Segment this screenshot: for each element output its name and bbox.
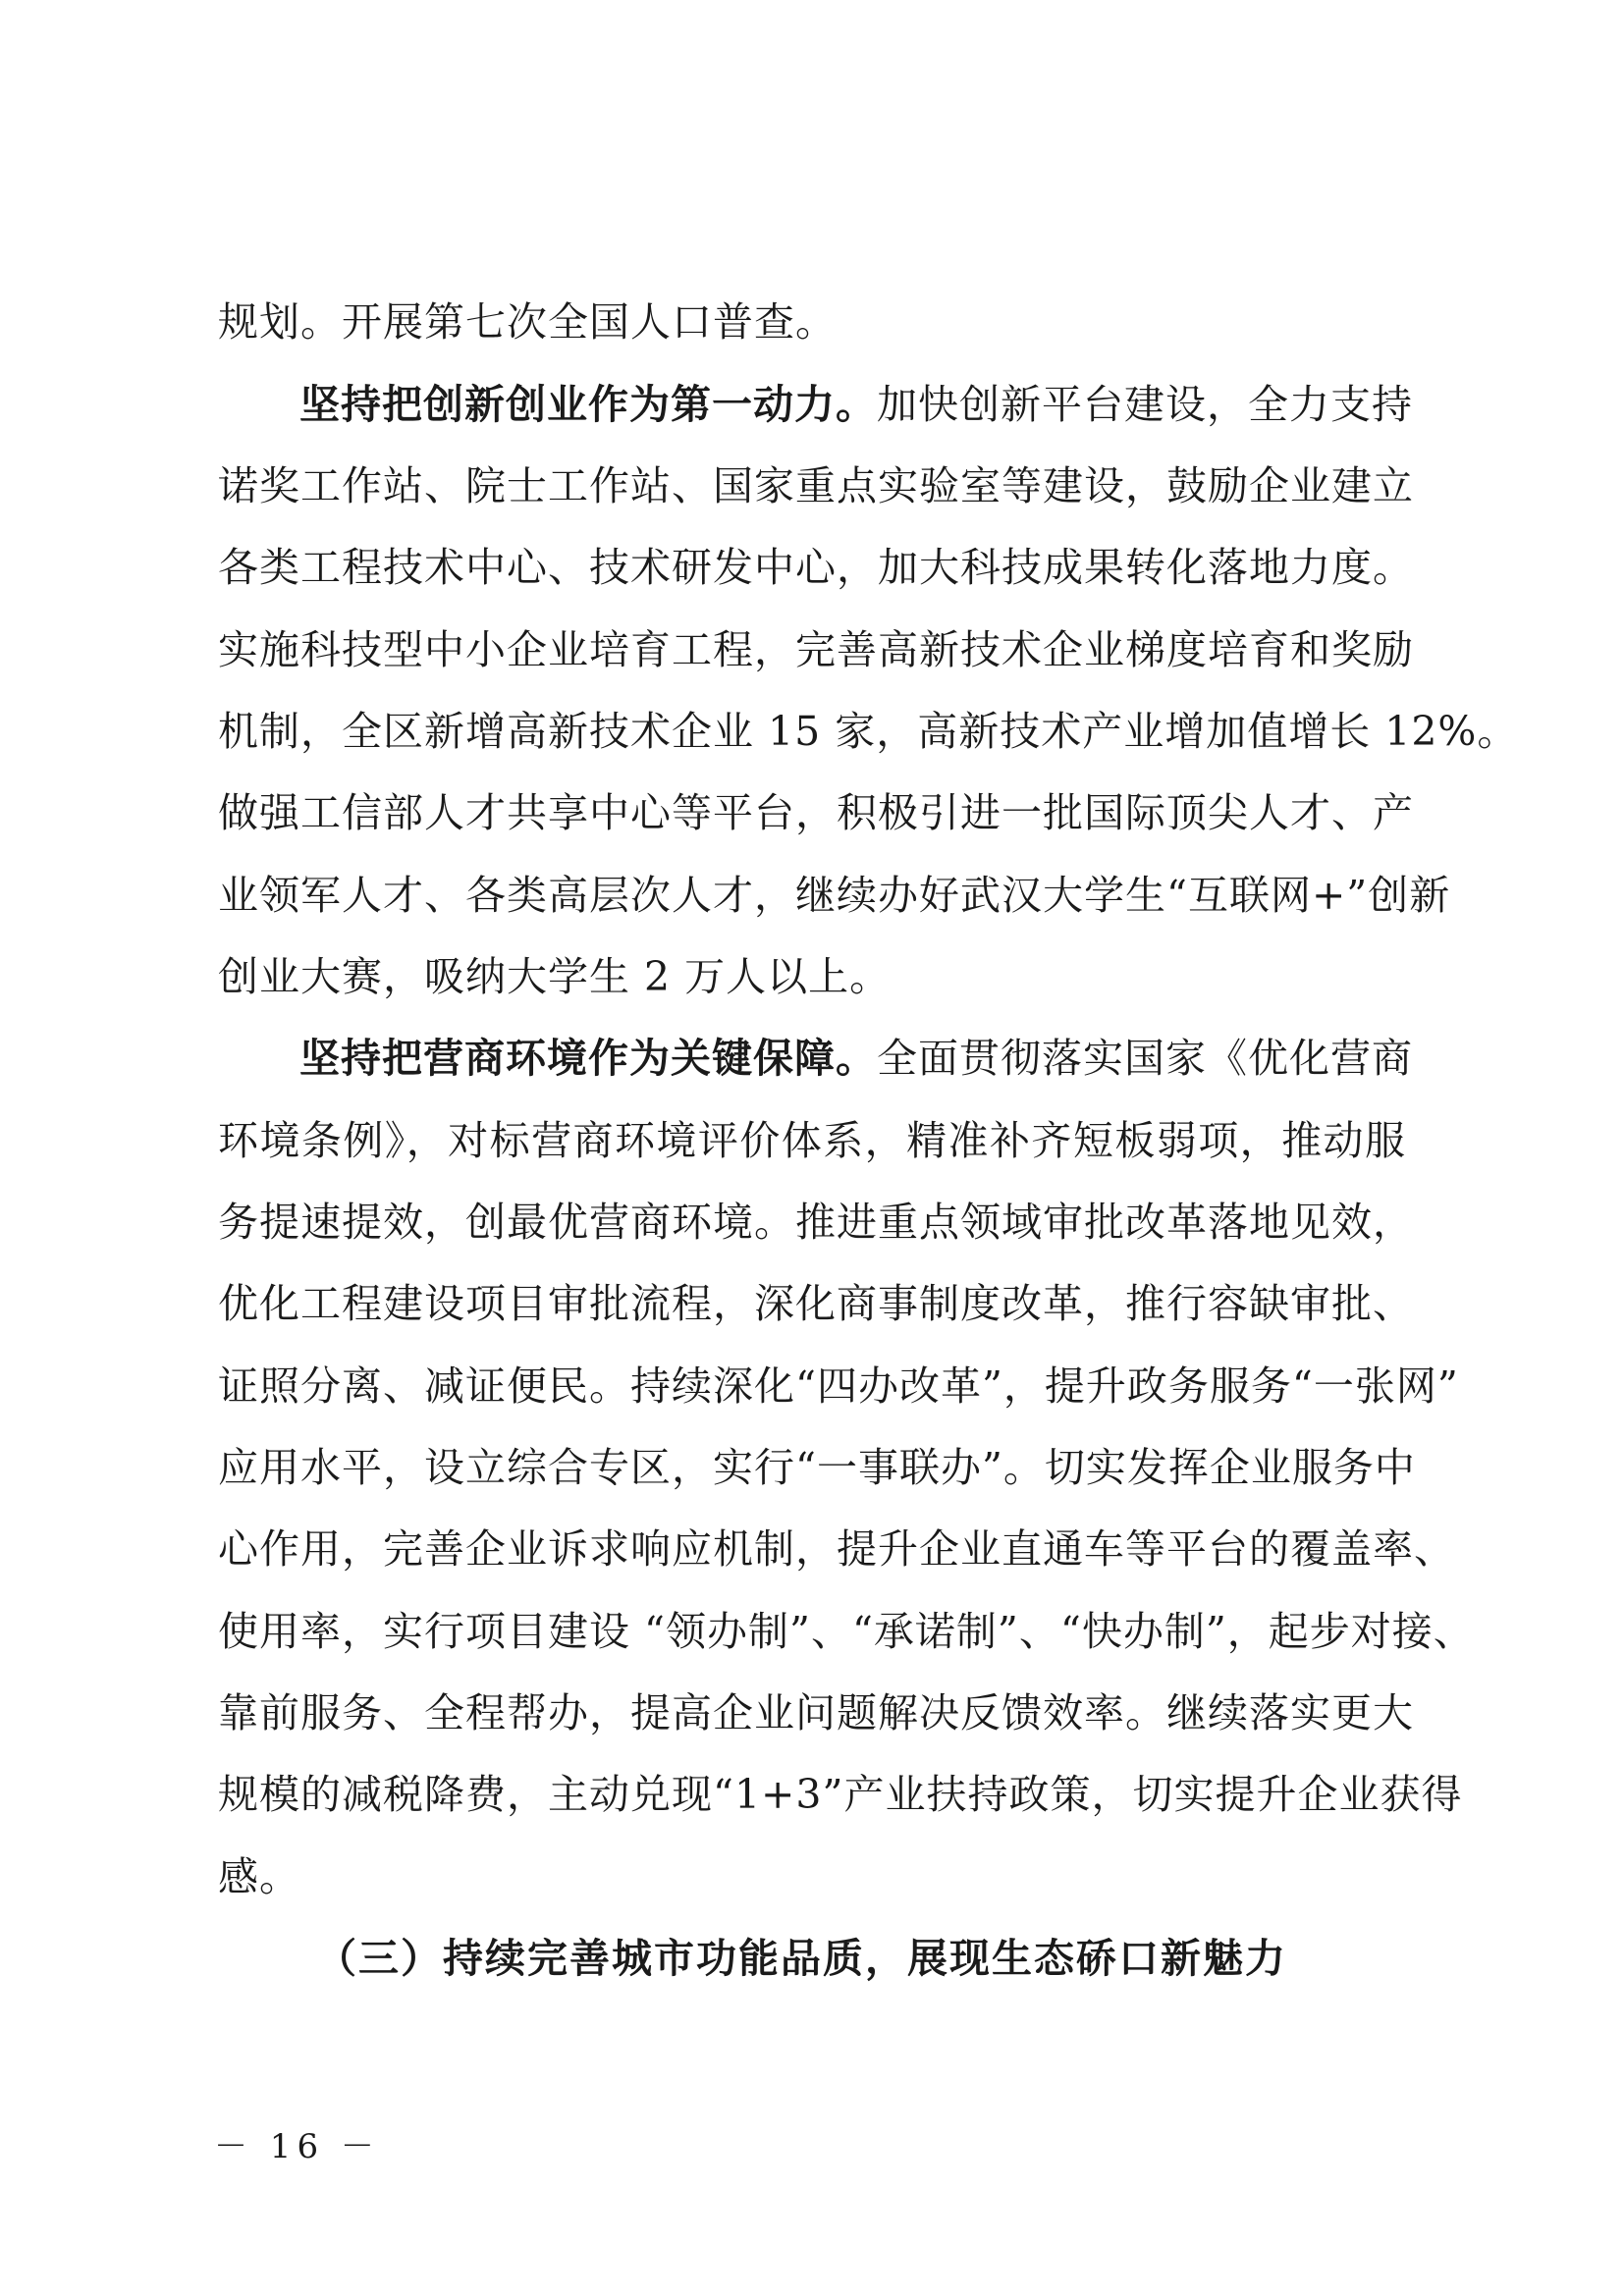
paragraph-line bbox=[218, 1440, 1416, 1495]
paragraph-line bbox=[218, 294, 1406, 349]
line-text: 优化工程建设项目审批流程，深化商事制度改革，推行容缺审批、 bbox=[218, 1280, 1414, 1327]
line-text: 使用率，实行项目建设 “领办制”、“承诺制”、“快办制”，起步对接、 bbox=[218, 1608, 1475, 1655]
paragraph-line bbox=[218, 1522, 1455, 1576]
line-text: 各类工程技术中心、技术研发中心，加大科技成果转化落地力度。 bbox=[218, 544, 1414, 591]
line-text: 环境条例》，对标营商环境评价体系，精准补齐短板弱项，推动服 bbox=[218, 1117, 1406, 1164]
paragraph-line bbox=[218, 1195, 1414, 1250]
line-text: 务提速提效，创最优营商环境。推进重点领域审批改革落地见效， bbox=[218, 1199, 1414, 1246]
paragraph-line bbox=[299, 1031, 1413, 1086]
line-text: 业领军人才、各类高层次人才，继续办好武汉大学生“互联网+”创新 bbox=[218, 872, 1451, 919]
paragraph-line bbox=[299, 377, 1413, 432]
line-text: 感。 bbox=[218, 1853, 300, 1900]
paragraph-line bbox=[218, 704, 1519, 759]
paragraph-line bbox=[218, 1276, 1414, 1331]
paragraph-line bbox=[218, 540, 1414, 595]
paragraph-line bbox=[218, 1359, 1459, 1414]
line-text: 靠前服务、全程帮办，提高企业问题解决反馈效率。继续落实更大 bbox=[218, 1689, 1414, 1736]
line-text: 规模的减税降费，主动兑现“1+3”产业扶持政策，切实提升企业获得 bbox=[218, 1771, 1463, 1818]
line-text: 证照分离、减证便民。持续深化“四办改革”，提升政务服务“一张网” bbox=[218, 1362, 1459, 1410]
page-number: － 16 － bbox=[214, 2127, 380, 2166]
line-text: 诺奖工作站、院士工作站、国家重点实验室等建设，鼓励企业建立 bbox=[218, 462, 1414, 509]
line-text: 做强工信部人才共享中心等平台，积极引进一批国际顶尖人才、产 bbox=[218, 789, 1414, 836]
section-heading: （三）持续完善城市功能品质，展现生态硚口新魅力 bbox=[316, 1935, 1287, 1982]
paragraph-line bbox=[218, 785, 1414, 840]
bold-lead-text: 坚持把营商环境作为关键保障。 bbox=[299, 1035, 877, 1082]
line-text: 规划。开展第七次全国人口普查。 bbox=[218, 298, 837, 346]
line-text: 实施科技型中小企业培育工程，完善高新技术企业梯度培育和奖励 bbox=[218, 626, 1414, 673]
paragraph-line bbox=[218, 1685, 1414, 1740]
paragraph-line bbox=[218, 1849, 1406, 1904]
line-text: 心作用，完善企业诉求响应机制，提升企业直通车等平台的覆盖率、 bbox=[218, 1525, 1455, 1573]
paragraph-line bbox=[218, 1604, 1475, 1659]
paragraph-line bbox=[218, 1767, 1463, 1822]
paragraph-line bbox=[218, 622, 1414, 677]
bold-lead-text: 坚持把创新创业作为第一动力。 bbox=[299, 381, 877, 428]
paragraph-line bbox=[218, 1113, 1406, 1168]
paragraph-line bbox=[218, 949, 1406, 1004]
line-text: 应用水平，设立综合专区，实行“一事联办”。切实发挥企业服务中 bbox=[218, 1444, 1416, 1491]
paragraph-line bbox=[218, 868, 1451, 923]
line-text: 机制，全区新增高新技术企业 15 家，高新技术产业增加值增长 12%。 bbox=[218, 708, 1519, 755]
paragraph-line bbox=[218, 458, 1414, 513]
line-text: 全面贯彻落实国家《优化营商 bbox=[877, 1035, 1413, 1082]
line-text: 创业大赛，吸纳大学生 2 万人以上。 bbox=[218, 953, 892, 1000]
line-text: 加快创新平台建设，全力支持 bbox=[877, 381, 1413, 428]
